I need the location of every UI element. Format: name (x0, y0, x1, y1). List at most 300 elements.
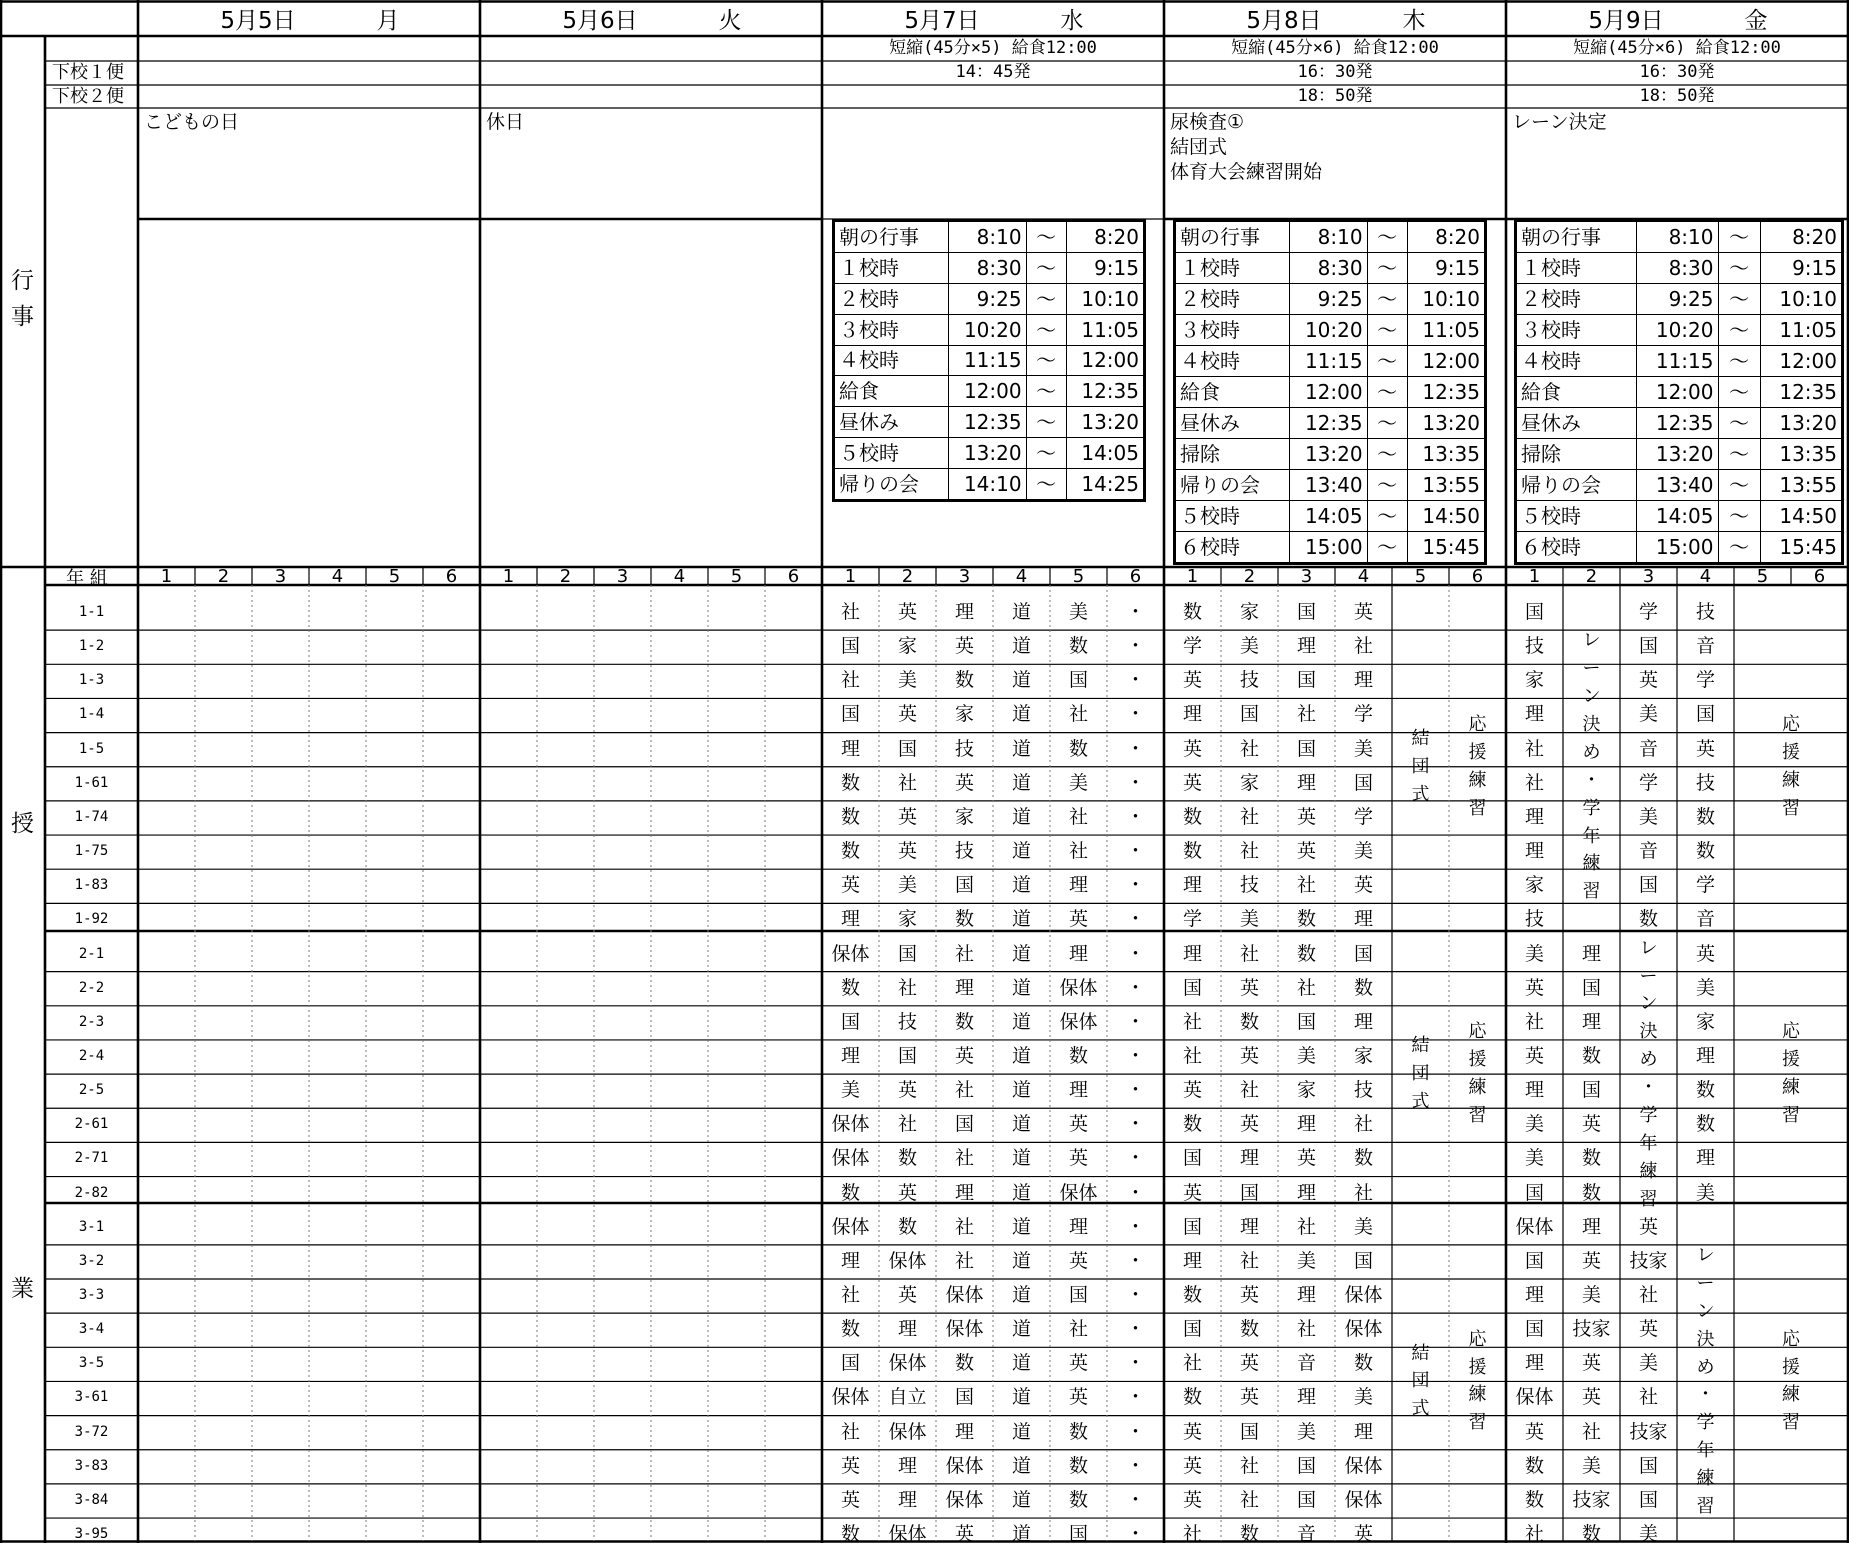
subject-cell: 英 (1524, 1044, 1544, 1067)
schedule-cell: ５校時 (1176, 501, 1290, 532)
subject-cell: 国 (1239, 1420, 1259, 1443)
schedule-cell: ～ (1367, 284, 1407, 315)
schedule-cell: 11:15 (949, 345, 1026, 376)
subject-cell: ・ (1125, 1010, 1145, 1033)
vertical-char: 決 (1639, 1021, 1658, 1043)
period-number: 2 (1243, 566, 1256, 587)
subject-cell: 理 (1239, 1215, 1259, 1238)
subject-cell: 英 (1524, 976, 1544, 999)
subject-cell: 社 (1638, 1386, 1658, 1409)
subject-cell: ・ (1125, 1454, 1145, 1477)
subject-cell: 理 (954, 976, 974, 999)
subject-cell: 理 (1182, 942, 1202, 965)
dismissal-1-time: 16：30発 (1297, 62, 1373, 82)
vertical-char: 習 (1782, 797, 1800, 819)
schedule-cell: 9:25 (949, 283, 1026, 314)
period-number: 3 (274, 566, 287, 587)
schedule-cell: 11:05 (1066, 314, 1143, 345)
subject-cell: 理 (1524, 1352, 1544, 1375)
subject-cell: 英 (1581, 1249, 1601, 1272)
subject-cell: 保体 (831, 1386, 870, 1409)
subject-cell: ・ (1125, 1318, 1145, 1341)
schedule-cell: ～ (1718, 470, 1760, 501)
subject-cell: 道 (1011, 1284, 1031, 1306)
period-number: 2 (901, 566, 914, 587)
subject-cell: 音 (1296, 1352, 1316, 1375)
subject-cell: 理 (897, 1454, 917, 1477)
subject-cell: 数 (897, 1147, 917, 1170)
subject-cell: 美 (1353, 1386, 1373, 1409)
schedule-cell: 13:35 (1760, 439, 1841, 470)
schedule-cell: 9:25 (1290, 284, 1367, 315)
subject-cell: 英 (1353, 874, 1373, 897)
schedule-cell: 8:20 (1760, 222, 1841, 253)
subject-cell: 英 (1581, 1113, 1601, 1136)
subject-cell: 国 (897, 942, 917, 965)
subject-cell: 数 (954, 908, 974, 931)
subject-cell: 国 (840, 703, 860, 726)
schedule-cell: 13:55 (1760, 470, 1841, 501)
class-name: 1-5 (78, 740, 105, 757)
schedule-cell: 14:25 (1066, 469, 1143, 500)
subject-cell: 数 (1239, 1523, 1259, 1546)
time-schedule-table (1514, 219, 1844, 565)
day-date: 5月7日 (904, 8, 980, 34)
class-name: 2-71 (74, 1150, 109, 1167)
subject-cell: 道 (1011, 908, 1031, 931)
subject-cell: ・ (1125, 1215, 1145, 1238)
schedule-cell: １校時 (1176, 253, 1290, 284)
class-name: 1-61 (74, 774, 109, 791)
subject-cell: 国 (1239, 1181, 1259, 1204)
subject-cell: 社 (1353, 1113, 1373, 1136)
subject-cell: 道 (1011, 1147, 1031, 1170)
schedule-cell: 12:00 (1066, 345, 1143, 376)
subject-cell: ・ (1125, 635, 1145, 658)
subject-cell: 数 (1296, 942, 1316, 965)
merged-kessandanshiki (1392, 596, 1449, 938)
class-name: 3-95 (74, 1526, 109, 1543)
event-text: 体育大会練習開始 (1170, 161, 1323, 183)
subject-cell: 理 (840, 1249, 860, 1272)
schedule-cell: 帰りの会 (1176, 470, 1290, 501)
subject-cell: 社 (1068, 1318, 1088, 1341)
subject-cell: 数 (1581, 1147, 1601, 1170)
merged-ouen-renshu (1449, 1211, 1506, 1552)
subject-cell: 理 (1182, 1249, 1202, 1272)
subject-cell: ・ (1125, 942, 1145, 965)
schedule-cell: ～ (1026, 283, 1066, 314)
subject-cell: 家 (897, 908, 917, 931)
subject-cell: 英 (954, 635, 974, 658)
subject-cell: 数 (1068, 635, 1088, 658)
subject-cell: 保体 (888, 1249, 927, 1272)
vertical-char: 業 (11, 1276, 34, 1303)
subject-cell: 英 (1239, 1113, 1259, 1136)
subject-cell: 美 (1581, 1454, 1601, 1477)
subject-cell: 理 (1068, 1079, 1088, 1102)
vertical-char: 学 (1696, 1412, 1715, 1434)
subject-cell: 音 (1638, 840, 1658, 863)
subject-cell: 道 (1011, 1044, 1031, 1067)
subject-cell: 英 (1239, 1386, 1259, 1409)
period-number: 5 (1072, 566, 1085, 587)
event-text: 結団式 (1170, 136, 1228, 158)
subject-cell: ・ (1125, 1284, 1145, 1306)
schedule-cell: 掃除 (1517, 439, 1637, 470)
subject-cell: 保体 (888, 1420, 927, 1443)
vertical-char: 習 (1468, 797, 1487, 819)
subject-cell: 美 (1353, 1215, 1373, 1238)
subject-cell: 理 (1296, 1181, 1316, 1204)
vertical-char: 援 (1782, 1356, 1800, 1378)
subject-cell: 自立 (888, 1386, 927, 1409)
vertical-char: ・ (1582, 769, 1601, 791)
subject-cell: 家 (1239, 771, 1259, 794)
schedule-row (835, 376, 1144, 407)
schedule-cell: 13:20 (1637, 439, 1718, 470)
subject-cell: 学 (1695, 669, 1715, 692)
period-number: 4 (673, 566, 686, 587)
subject-cell: 理 (1296, 1386, 1316, 1409)
subject-cell: 国 (1296, 1454, 1316, 1477)
subject-cell: 理 (1524, 805, 1544, 828)
class-name: 3-3 (78, 1287, 105, 1303)
schedule-cell: 10:20 (1290, 315, 1367, 346)
schedule-cell: 朝の行事 (1517, 222, 1637, 253)
vertical-char: 応 (1468, 1328, 1487, 1350)
period-number: 6 (445, 566, 458, 587)
subject-cell: 美 (1068, 771, 1088, 794)
schedule-cell: 14:50 (1760, 501, 1841, 532)
period-number: 4 (1357, 566, 1370, 587)
vertical-char: 式 (1411, 783, 1430, 805)
subject-cell: 国 (1296, 1010, 1316, 1033)
subject-cell: 保体 (945, 1454, 984, 1477)
vertical-char: 行 (11, 268, 34, 295)
schedule-cell: ～ (1718, 315, 1760, 346)
subject-cell: 技家 (1629, 1249, 1668, 1272)
schedule-row (1517, 253, 1842, 284)
schedule-cell: ３校時 (1517, 315, 1637, 346)
schedule-cell: ～ (1367, 532, 1407, 563)
shortened-schedule: 短縮(45分×6) 給食12:00 (1231, 38, 1439, 58)
subject-cell: 英 (954, 1523, 974, 1546)
schedule-cell: 掃除 (1176, 439, 1290, 470)
period-number: 4 (1699, 566, 1712, 587)
vertical-char: 習 (1468, 1104, 1487, 1126)
schedule-cell: 12:00 (1290, 377, 1367, 408)
subject-cell: 理 (1353, 908, 1373, 931)
class-name: 1-2 (78, 638, 105, 655)
vertical-char: 団 (1411, 755, 1430, 777)
schedule-row (1517, 284, 1842, 315)
subject-cell: 美 (1296, 1249, 1316, 1272)
subject-cell: 国 (897, 1044, 917, 1067)
subject-cell: 数 (1068, 1454, 1088, 1477)
schedule-cell: ５校時 (1517, 501, 1637, 532)
schedule-cell: 12:35 (1760, 377, 1841, 408)
schedule-cell: 12:35 (1066, 376, 1143, 407)
subject-cell: 理 (1524, 1284, 1544, 1306)
subject-cell: 保体 (945, 1284, 984, 1306)
schedule-row (1517, 408, 1842, 439)
subject-cell: 数 (1353, 1147, 1373, 1170)
class-name: 1-4 (78, 706, 105, 723)
subject-cell: 保体 (831, 1215, 870, 1238)
schedule-cell: 10:10 (1760, 284, 1841, 315)
subject-cell: 理 (897, 1488, 917, 1511)
vertical-char: 学 (1639, 1104, 1658, 1126)
period-number: 3 (616, 566, 629, 587)
subject-cell: 国 (954, 874, 974, 897)
subject-cell: 数 (1581, 1044, 1601, 1067)
class-name: 2-82 (74, 1184, 109, 1201)
vertical-char: 練 (1696, 1468, 1715, 1490)
subject-cell: 社 (840, 669, 860, 692)
schedule-cell: 14:05 (1290, 501, 1367, 532)
subject-cell: 学 (1695, 874, 1715, 897)
subject-cell: 国 (1581, 976, 1601, 999)
subject-cell: 国 (840, 635, 860, 658)
subject-cell: 社 (1239, 1079, 1259, 1102)
subject-cell: ・ (1125, 908, 1145, 931)
subject-cell: 英 (1296, 840, 1316, 863)
subject-cell: 国 (1296, 1488, 1316, 1511)
vertical-char: ・ (1696, 1384, 1715, 1406)
schedule-cell: １校時 (1517, 253, 1637, 284)
subject-cell: 家 (1524, 874, 1544, 897)
subject-cell: 理 (954, 1181, 974, 1204)
subject-cell: 美 (1353, 840, 1373, 863)
period-number: 3 (1300, 566, 1313, 587)
subject-cell: 道 (1011, 1523, 1031, 1546)
schedule-cell: ～ (1367, 253, 1407, 284)
subject-cell: 道 (1011, 805, 1031, 828)
schedule-row (1176, 470, 1485, 501)
subject-cell: 国 (1353, 1249, 1373, 1272)
subject-cell: 保体 (1515, 1386, 1554, 1409)
subject-cell: 国 (954, 1113, 974, 1136)
vertical-char: 応 (1468, 1021, 1487, 1043)
schedule-cell: 朝の行事 (835, 222, 949, 253)
subject-cell: 理 (1296, 771, 1316, 794)
subject-cell: 道 (1011, 1386, 1031, 1409)
subject-cell: 国 (1353, 771, 1373, 794)
subject-cell: 社 (1524, 1523, 1544, 1546)
subject-cell: ・ (1125, 840, 1145, 863)
subject-cell: 国 (954, 1386, 974, 1409)
subject-cell: 美 (1068, 601, 1088, 623)
shortened-schedule: 短縮(45分×5) 給食12:00 (889, 38, 1097, 58)
vertical-char: 援 (1468, 741, 1487, 763)
schedule-cell: ～ (1718, 439, 1760, 470)
subject-cell: 数 (840, 976, 860, 999)
schedule-cell: ～ (1026, 252, 1066, 283)
subject-cell: 保体 (1059, 1181, 1098, 1204)
schedule-cell: ５校時 (835, 438, 949, 469)
class-name: 3-72 (74, 1423, 109, 1440)
subject-cell: 社 (1353, 635, 1373, 658)
schedule-cell: 8:10 (1290, 222, 1367, 253)
subject-cell: 道 (1011, 1420, 1031, 1443)
schedule-cell: 朝の行事 (1176, 222, 1290, 253)
schedule-cell: ～ (1367, 315, 1407, 346)
schedule-cell: ～ (1718, 253, 1760, 284)
subject-cell: 英 (1182, 771, 1202, 794)
subject-cell: 数 (1695, 1113, 1715, 1136)
subject-cell: 美 (1638, 703, 1658, 726)
subject-cell: 国 (1182, 1147, 1202, 1170)
subject-cell: 英 (897, 805, 917, 828)
class-name: 1-74 (74, 808, 109, 825)
schedule-cell: 15:45 (1760, 532, 1841, 563)
day-date: 5月6日 (562, 8, 638, 34)
subject-cell: 数 (1695, 840, 1715, 863)
schedule-cell: ～ (1718, 346, 1760, 377)
schedule-row (1517, 346, 1842, 377)
period-number: 6 (1813, 566, 1826, 587)
class-name: 3-5 (78, 1355, 105, 1372)
period-number: 2 (559, 566, 572, 587)
vertical-char: め (1639, 1049, 1658, 1071)
subject-cell: ・ (1125, 976, 1145, 999)
class-name: 1-3 (78, 672, 105, 689)
subject-cell: 美 (897, 874, 917, 897)
subject-cell: 英 (1068, 1147, 1088, 1170)
vertical-char: 援 (1468, 1049, 1487, 1071)
subject-cell: 道 (1011, 703, 1031, 726)
subject-cell: 国 (1638, 1454, 1658, 1477)
subject-cell: 美 (1638, 1352, 1658, 1375)
subject-cell: 理 (1695, 1044, 1715, 1067)
subject-cell: ・ (1125, 1113, 1145, 1136)
merged-lane-year2 (1620, 938, 1677, 1211)
schedule-cell: 13:20 (1066, 407, 1143, 438)
subject-cell: 理 (1353, 1010, 1373, 1033)
subject-cell: 技 (1524, 908, 1544, 931)
subject-cell: ・ (1125, 601, 1145, 623)
schedule-row (1176, 501, 1485, 532)
subject-cell: 保体 (945, 1488, 984, 1511)
subject-cell: 英 (1638, 669, 1658, 692)
subject-cell: 社 (1296, 1318, 1316, 1341)
subject-cell: 英 (1695, 737, 1715, 760)
subject-cell: 数 (840, 1318, 860, 1341)
vertical-char: 練 (1468, 769, 1487, 791)
event-text: こどもの日 (144, 111, 240, 133)
subject-cell: 数 (1182, 840, 1202, 863)
schedule-cell: ～ (1367, 377, 1407, 408)
event-text: レーン決定 (1512, 111, 1607, 133)
subject-cell: 保体 (1344, 1318, 1383, 1341)
vertical-char: め (1696, 1356, 1715, 1378)
vertical-char: 決 (1582, 713, 1601, 735)
subject-cell: 英 (1182, 737, 1202, 760)
subject-cell: ・ (1125, 1352, 1145, 1375)
schedule-cell: ～ (1026, 314, 1066, 345)
merged-ouen-renshu-fri (1734, 1211, 1848, 1552)
subject-cell: 英 (897, 1284, 917, 1306)
subject-cell: 英 (954, 771, 974, 794)
subject-cell: 社 (840, 1284, 860, 1306)
schedule-row (1176, 284, 1485, 315)
dismissal-1-time: 14：45発 (955, 62, 1031, 82)
schedule-cell: 13:40 (1637, 470, 1718, 501)
subject-cell: ・ (1125, 1249, 1145, 1272)
subject-cell: 社 (1353, 1181, 1373, 1204)
schedule-row (1517, 470, 1842, 501)
period-number: 3 (958, 566, 971, 587)
schedule-cell: 9:15 (1407, 253, 1484, 284)
vertical-char: 結 (1411, 1035, 1430, 1057)
schedule-cell: 14:10 (949, 469, 1026, 500)
vertical-char: 事 (11, 304, 34, 330)
vertical-char: 習 (1782, 1104, 1800, 1126)
subject-cell: 理 (1353, 1420, 1373, 1443)
subject-cell: 音 (1695, 635, 1715, 658)
schedule-cell: ２校時 (835, 283, 949, 314)
vertical-char: ー (1582, 658, 1601, 680)
subject-cell: 美 (1695, 976, 1715, 999)
subject-cell: 技 (1353, 1079, 1373, 1102)
events-label (0, 270, 45, 330)
day-weekday: 水 (1060, 8, 1084, 34)
day-weekday: 金 (1744, 8, 1768, 34)
merged-lane-year1 (1563, 596, 1620, 938)
subject-cell: 英 (1524, 1420, 1544, 1443)
subject-cell: 国 (1182, 1215, 1202, 1238)
schedule-cell: 9:15 (1066, 252, 1143, 283)
merged-kessandanshiki (1392, 1211, 1449, 1552)
subject-cell: 道 (1011, 669, 1031, 692)
classes-label-1 (0, 805, 45, 845)
merged-lane-year3 (1677, 1211, 1734, 1552)
schedule-cell: ４校時 (1176, 346, 1290, 377)
subject-cell: 理 (1695, 1147, 1715, 1170)
subject-cell: 道 (1011, 1215, 1031, 1238)
vertical-char: 応 (1782, 1021, 1800, 1043)
subject-cell: 社 (1239, 1454, 1259, 1477)
subject-cell: 国 (1524, 1318, 1544, 1341)
subject-cell: 英 (1068, 1386, 1088, 1409)
vertical-char: め (1582, 741, 1601, 763)
schedule-cell: 13:20 (1760, 408, 1841, 439)
period-number: 1 (160, 566, 173, 587)
subject-cell: 数 (1296, 908, 1316, 931)
subject-cell: 理 (1182, 874, 1202, 897)
schedule-row (1176, 532, 1485, 563)
subject-cell: 道 (1011, 635, 1031, 658)
vertical-char: 式 (1411, 1091, 1430, 1113)
subject-cell: 英 (1695, 942, 1715, 965)
schedule-cell: ～ (1718, 501, 1760, 532)
schedule-cell: ６校時 (1517, 532, 1637, 563)
subject-cell: 理 (954, 1420, 974, 1443)
subject-cell: 保体 (945, 1318, 984, 1341)
vertical-char: ン (1696, 1300, 1715, 1322)
schedule-row (835, 314, 1144, 345)
period-number: 1 (1186, 566, 1199, 587)
vertical-char: ー (1639, 965, 1658, 987)
subject-cell: 道 (1011, 1488, 1031, 1511)
schedule-row (835, 407, 1144, 438)
subject-cell: 理 (1068, 1215, 1088, 1238)
subject-cell: 道 (1011, 1318, 1031, 1341)
subject-cell: 国 (1068, 1523, 1088, 1546)
subject-cell: 学 (1638, 601, 1658, 623)
subject-cell: 技 (954, 737, 974, 760)
